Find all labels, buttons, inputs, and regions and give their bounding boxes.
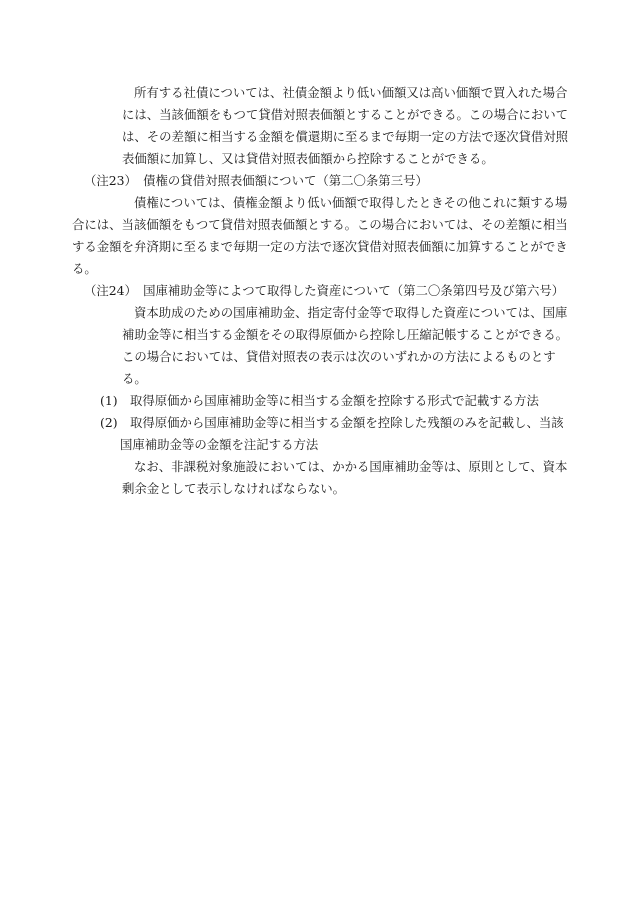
note-24-heading: （注24） 国庫補助金等によつて取得した資産について（第二〇条第四号及び第六号） — [84, 283, 565, 298]
paragraph-line: この場合においては、貸借対照表の表示は次のいずれかの方法によるものとす — [122, 349, 556, 364]
list-item: (1) 取得原価から国庫補助金等に相当する金額を控除する形式で記載する方法 — [100, 393, 539, 408]
paragraph-line: 表価額に加算し、又は貸借対照表価額から控除することができる。 — [122, 151, 494, 166]
paragraph-line: は、その差額に相当する金額を償還期に至るまで毎期一定の方法で逐次貸借対照 — [122, 129, 569, 144]
paragraph-line: には、当該価額をもつて貸借対照表価額とすることができる。この場合において — [122, 107, 569, 122]
paragraph-line: る。 — [122, 371, 147, 386]
list-item: (2) 取得原価から国庫補助金等に相当する金額を控除した残額のみを記載し、当該 — [100, 415, 564, 430]
note-23-heading: （注23） 債権の貸借対照表価額について（第二〇条第三号） — [84, 173, 428, 188]
paragraph-line: 補助金等に相当する金額をその取得原価から控除し圧縮記帳することができる。 — [122, 327, 569, 342]
paragraph-line: 資本助成のための国庫補助金、指定寄付金等で取得した資産については、国庫 — [134, 305, 568, 320]
paragraph-line: する金額を弁済期に至るまで毎期一定の方法で逐次貸借対照表価額に加算することができ — [72, 239, 568, 254]
paragraph-line: 剰余金として表示しなければならない。 — [122, 481, 346, 496]
list-item-continuation: 国庫補助金等の金額を注記する方法 — [120, 437, 319, 452]
paragraph-line: 所有する社債については、社債金額より低い価額又は高い価額で買入れた場合 — [134, 85, 568, 100]
paragraph-line: 債権については、債権金額より低い価額で取得したときその他これに類する場 — [134, 195, 568, 210]
paragraph-line: なお、非課税対象施設においては、かかる国庫補助金等は、原則として、資本 — [134, 459, 568, 474]
paragraph-line: る。 — [72, 261, 97, 276]
paragraph-line: 合には、当該価額をもつて貸借対照表価額とする。この場合においては、その差額に相当 — [72, 217, 568, 232]
